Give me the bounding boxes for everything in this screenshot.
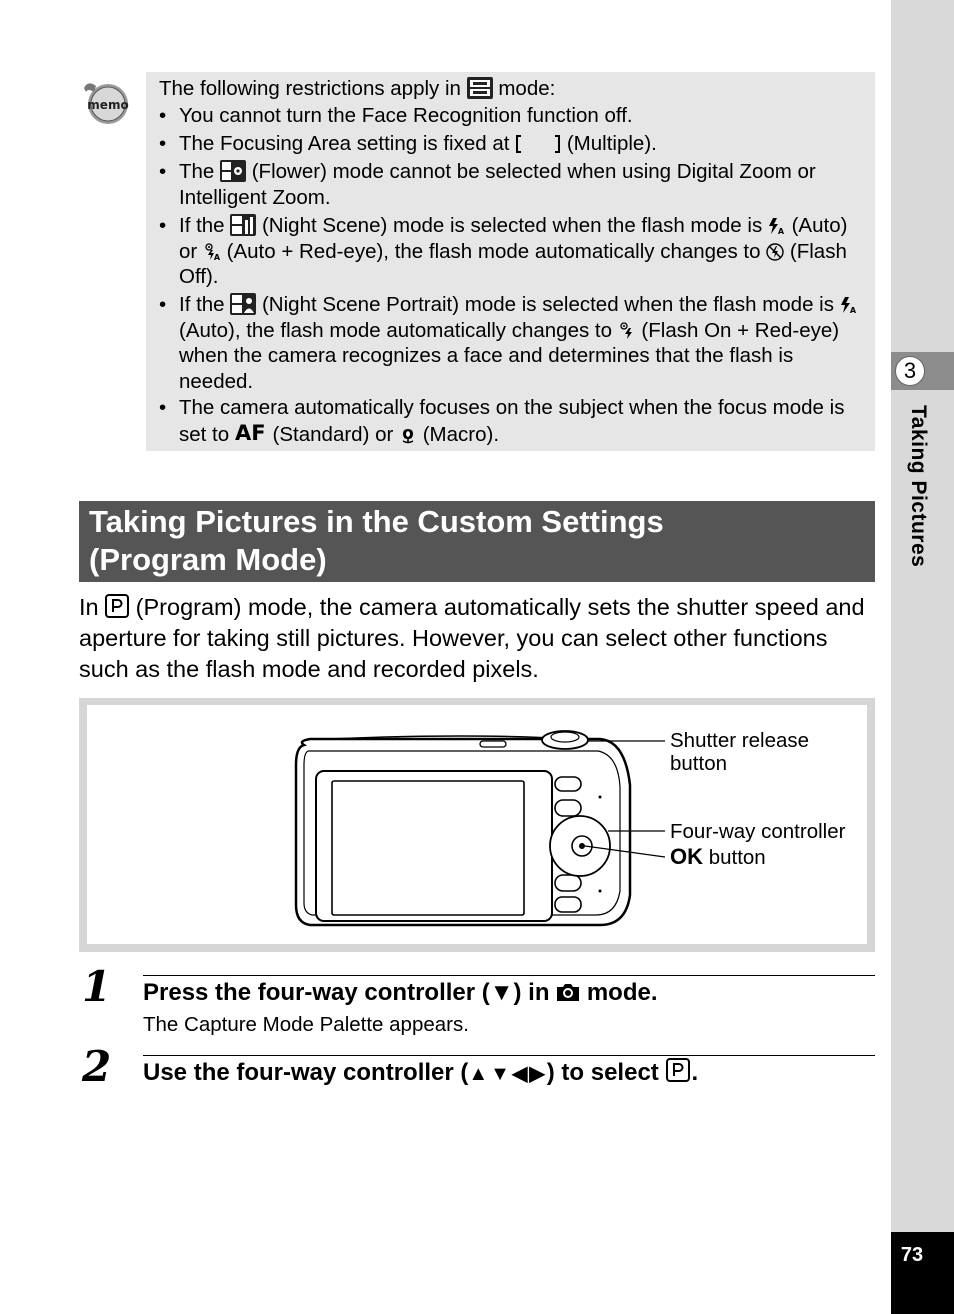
camera-back-illustration <box>270 725 690 935</box>
svg-text:memo: memo <box>87 98 129 112</box>
step-rule <box>143 975 875 976</box>
step-1-instruction: Press the four-way controller (▼) in mode. <box>143 979 658 1006</box>
svg-text:A: A <box>849 306 856 314</box>
step-number: 1 <box>82 962 112 1011</box>
memo-bullet-text: If the (Night Scene) mode is selected when the flash mode is A (Auto) or A (Auto + Red-eye), the flash mode automatically changes to (Flash Off). <box>179 214 848 288</box>
night-portrait-mode-icon <box>230 293 256 316</box>
step-rule <box>143 1055 875 1056</box>
bullet-marker: • <box>159 214 167 237</box>
memo-intro: The following restrictions apply in mode: <box>159 77 556 100</box>
svg-text:A: A <box>777 227 785 235</box>
memo-icon <box>80 78 132 126</box>
memo-bullet-text: The Focusing Area setting is fixed at (Multiple). <box>179 132 657 155</box>
memo-bullet-text: The (Flower) mode cannot be selected when using Digital Zoom or Intelligent Zoom. <box>179 160 816 209</box>
svg-text:A: A <box>213 252 221 261</box>
callout-shutter-release: Shutter release button <box>670 729 810 775</box>
multiple-af-area-icon <box>515 132 561 155</box>
step-number: 2 <box>82 1042 112 1091</box>
af-standard-icon <box>234 420 267 446</box>
bullet-marker: • <box>159 104 167 127</box>
camera-mode-icon <box>556 982 580 1002</box>
svg-text:AF: AF <box>234 420 266 443</box>
callout-ok-button: OK button <box>670 844 766 869</box>
flash-auto-icon <box>768 214 786 237</box>
auto-picture-mode-icon <box>467 77 493 99</box>
night-scene-mode-icon <box>230 214 256 237</box>
step-2-instruction: Use the four-way controller (▲▼◀▶) to select . <box>143 1059 699 1086</box>
chapter-number: 3 <box>895 356 925 386</box>
bullet-marker: • <box>159 293 167 316</box>
flash-auto-icon <box>840 293 858 316</box>
callout-four-way-controller: Four-way controller <box>670 820 846 843</box>
program-mode-icon <box>105 594 129 618</box>
flash-auto-redeye-icon <box>203 240 221 263</box>
memo-bullet-text: If the (Night Scene Portrait) mode is selected when the flash mode is A (Auto), the flash mode automatically changes to (Flash On + Red-eye) when the camera recognizes a face and determines that the flash is needed. <box>179 293 856 393</box>
bullet-marker: • <box>159 396 167 419</box>
step-1-result: The Capture Mode Palette appears. <box>143 1013 469 1036</box>
macro-icon <box>399 423 417 446</box>
flower-mode-icon <box>220 160 246 183</box>
bullet-marker: • <box>159 132 167 155</box>
page-number: 73 <box>900 1244 924 1266</box>
bullet-marker: • <box>159 160 167 183</box>
section-heading: Taking Pictures in the Custom Settings (Program Mode) <box>89 504 664 577</box>
section-intro: In (Program) mode, the camera automatically sets the shutter speed and aperture for taking still pictures. However, you can select other functions such as the flash mode and recorded pixels. <box>79 594 865 682</box>
side-tab-strip <box>891 0 954 1314</box>
flash-off-icon <box>766 240 784 263</box>
chapter-title: Taking Pictures <box>907 405 930 568</box>
memo-bullet-text: The camera automatically focuses on the subject when the focus mode is set to AF (Standard) or (Macro). <box>179 396 845 446</box>
flash-on-redeye-icon <box>618 319 636 342</box>
memo-bullet-text: You cannot turn the Face Recognition function off. <box>179 104 633 127</box>
program-mode-icon <box>665 1058 691 1082</box>
